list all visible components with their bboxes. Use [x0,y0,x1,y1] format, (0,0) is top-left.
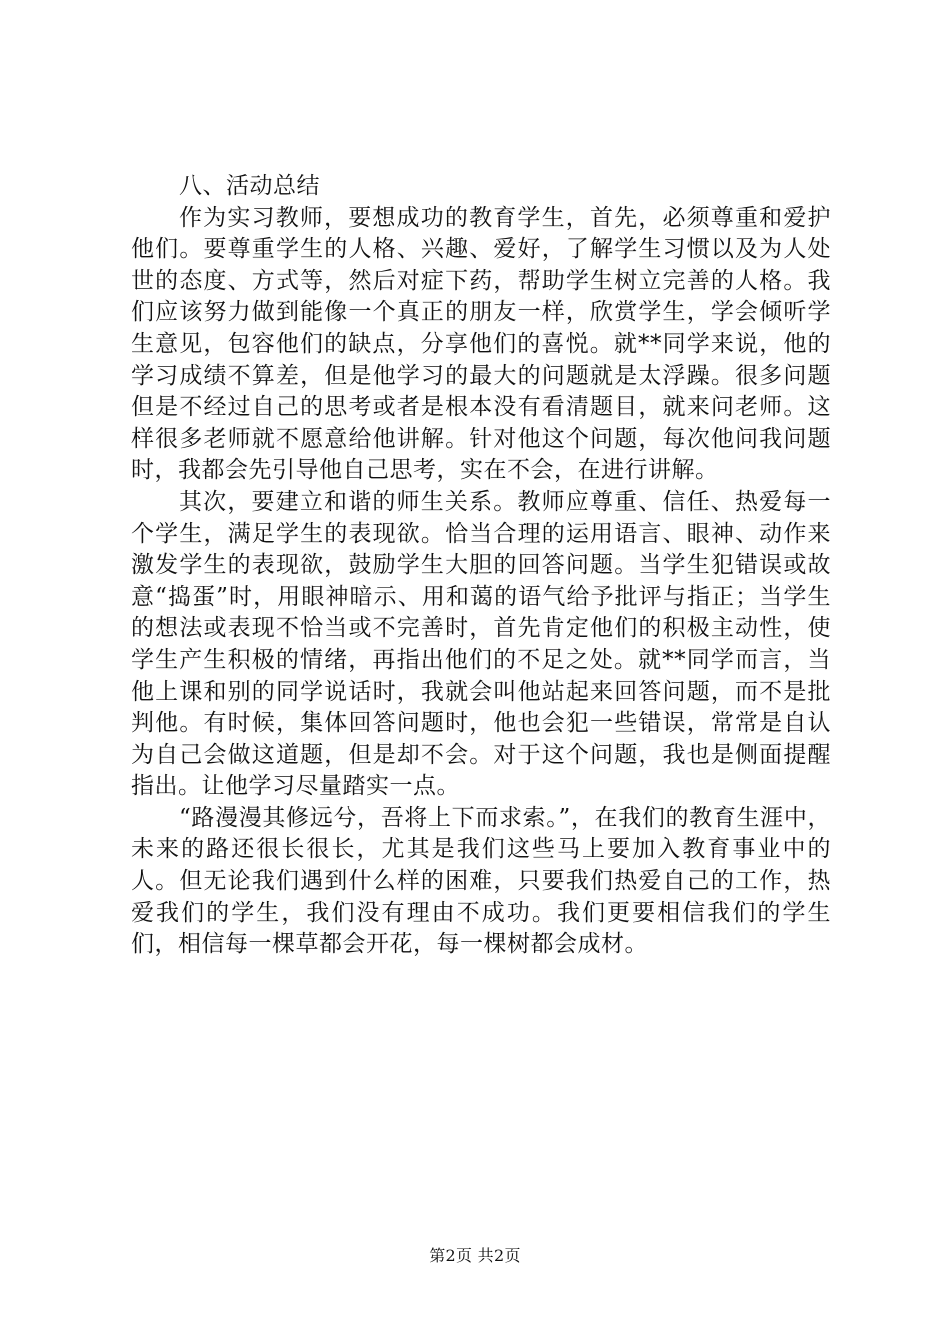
page-number-footer: 第2页 共2页 [429,1246,521,1265]
paragraph-2: 其次，要建立和谐的师生关系。教师应尊重、信任、热爱每一个学生，满足学生的表现欲。恰当合理的运用语言、眼神、动作来激发学生的表现欲，鼓励学生大胆的回答问题。当学生犯错误或故意“捣蛋”时，用眼神暗示、用和蔼的语气给予批评与指正；当学生的想法或表现不恰当或不完善时，首先肯定他们的积极主动性，使学生产生积极的情绪，再指出他们的不足之处。就**同学而言，当他上课和别的同学说话时，我就会叫他站起来回答问题，而不是批判他。有时候，集体回答问题时，他也会犯一些错误，常常是自认为自己会做这道题，但是却不会。对于这个问题，我也是侧面提醒指出。让他学习尽量踏实一点。 [131,488,831,800]
paragraph-3: “路漫漫其修远兮，吾将上下而求索。”，在我们的教育生涯中，未来的路还很长很长，尤其是我们这些马上要加入教育事业中的人。但无论我们遇到什么样的困难，只要我们热爱自己的工作，热爱我们的学生，我们没有理由不成功。我们更要相信我们的学生们，相信每一棵草都会开花，每一棵树都会成材。 [131,804,831,958]
paragraph-1: 作为实习教师，要想成功的教育学生，首先，必须尊重和爱护他们。要尊重学生的人格、兴趣、爱好，了解学生习惯以及为人处世的态度、方式等，然后对症下药，帮助学生树立完善的人格。我们应该努力做到能像一个真正的朋友一样，欣赏学生，学会倾听学生意见，包容他们的缺点，分享他们的喜悦。就**同学来说，他的学习成绩不算差，但是他学习的最大的问题就是太浮躁。很多问题但是不经过自己的思考或者是根本没有看清题目，就来问老师。这样很多老师就不愿意给他讲解。针对他这个问题，每次他问我问题时，我都会先引导他自己思考，实在不会，在进行讲解。 [131,204,831,484]
section-heading: 八、活动总结 [179,173,320,199]
document-body [131,171,831,961]
